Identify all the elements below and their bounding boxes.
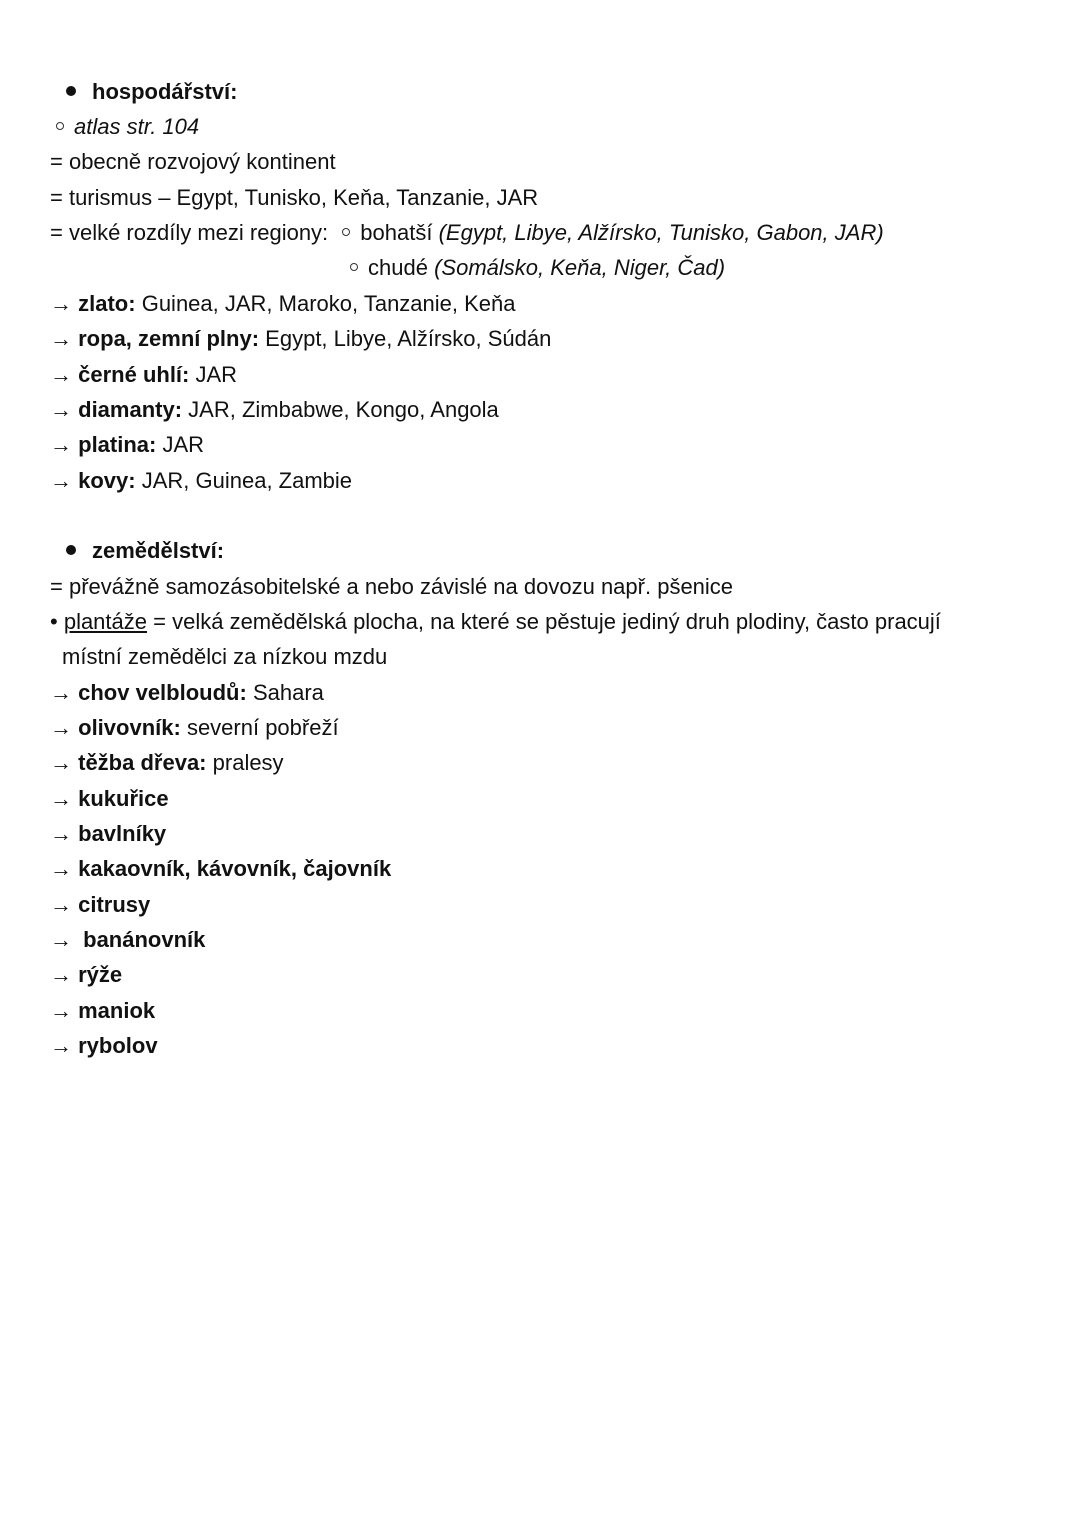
agri-name: olivovník: bbox=[78, 715, 181, 740]
plantation-line bbox=[50, 604, 941, 639]
agri-name: kukuřice bbox=[78, 786, 169, 811]
agri-name: citrusy bbox=[78, 892, 151, 917]
arrow-icon: → bbox=[50, 856, 72, 881]
agri-name: chov velbloudů: bbox=[78, 680, 247, 705]
resource-name: zlato: bbox=[78, 291, 136, 316]
differences-line bbox=[50, 215, 884, 250]
resource-value: JAR bbox=[162, 432, 205, 457]
poor-label: chudé bbox=[368, 255, 428, 280]
agri-name: rybolov bbox=[78, 1033, 158, 1058]
arrow-icon: → bbox=[50, 326, 72, 351]
bullet-icon bbox=[66, 545, 76, 555]
resource-name: diamanty: bbox=[78, 397, 183, 422]
agri-row bbox=[50, 1028, 158, 1063]
arrow-icon: → bbox=[50, 821, 72, 846]
agri-row bbox=[50, 816, 166, 851]
agriculture-mainly-line: = převážně samozásobitelské a nebo závislé na dovozu např. pšenice bbox=[50, 574, 734, 599]
agri-name: banánovník bbox=[83, 927, 206, 952]
arrow-icon: → bbox=[50, 680, 72, 705]
agri-row bbox=[50, 710, 339, 745]
resource-row bbox=[50, 357, 237, 392]
agriculture-heading-line bbox=[66, 533, 224, 568]
agri-row bbox=[50, 675, 324, 710]
resource-value: Egypt, Libye, Alžírsko, Súdán bbox=[265, 326, 552, 351]
atlas-line bbox=[56, 109, 199, 144]
resource-value: JAR bbox=[195, 362, 238, 387]
agri-row bbox=[50, 781, 169, 816]
arrow-icon: → bbox=[50, 291, 72, 316]
hollow-bullet-icon bbox=[350, 263, 358, 271]
agri-name: rýže bbox=[78, 962, 123, 987]
resource-row bbox=[50, 392, 499, 427]
plantation-bullet: • bbox=[50, 609, 58, 634]
agri-row bbox=[50, 851, 391, 886]
plantation-definition: = velká zemědělská plocha, na které se pěstuje jediný druh plodiny, často pracují bbox=[153, 609, 941, 634]
agri-row bbox=[50, 993, 155, 1028]
agri-row bbox=[50, 922, 205, 957]
agri-name: maniok bbox=[78, 998, 156, 1023]
hollow-bullet-icon bbox=[342, 228, 350, 236]
resource-name: kovy: bbox=[78, 468, 136, 493]
agri-value: severní pobřeží bbox=[186, 715, 339, 740]
economy-heading-line bbox=[66, 74, 237, 109]
hollow-bullet-icon bbox=[56, 122, 64, 130]
arrow-icon: → bbox=[50, 432, 72, 457]
rich-label: bohatší bbox=[360, 220, 433, 245]
arrow-icon: → bbox=[50, 892, 72, 917]
tourism-line: = turismus – Egypt, Tunisko, Keňa, Tanzanie, JAR bbox=[50, 185, 539, 210]
arrow-icon: → bbox=[50, 468, 72, 493]
arrow-icon: → bbox=[50, 998, 72, 1023]
resource-name: černé uhlí: bbox=[78, 362, 190, 387]
agri-value: Sahara bbox=[252, 680, 324, 705]
general-line: = obecně rozvojový kontinent bbox=[50, 149, 336, 174]
agri-name: kakaovník, kávovník, čajovník bbox=[78, 856, 392, 881]
arrow-icon: → bbox=[50, 362, 72, 387]
atlas-reference: atlas str. 104 bbox=[74, 114, 200, 139]
agri-row bbox=[50, 887, 150, 922]
arrow-icon: → bbox=[50, 927, 72, 952]
poor-line bbox=[350, 250, 725, 285]
resource-value: JAR, Zimbabwe, Kongo, Angola bbox=[188, 397, 499, 422]
poor-list: (Somálsko, Keňa, Niger, Čad) bbox=[434, 255, 726, 280]
agri-row bbox=[50, 957, 122, 992]
bullet-icon bbox=[66, 86, 76, 96]
rich-list: (Egypt, Libye, Alžírsko, Tunisko, Gabon, JAR) bbox=[438, 220, 884, 245]
resource-row bbox=[50, 321, 551, 356]
arrow-icon: → bbox=[50, 750, 72, 775]
resource-row bbox=[50, 427, 204, 462]
resource-row bbox=[50, 286, 516, 321]
arrow-icon: → bbox=[50, 1033, 72, 1058]
economy-heading: hospodářství: bbox=[92, 79, 238, 104]
agri-name: těžba dřeva: bbox=[78, 750, 207, 775]
resource-name: ropa, zemní plny: bbox=[78, 326, 260, 351]
resource-value: JAR, Guinea, Zambie bbox=[141, 468, 353, 493]
plantation-definition-continued: místní zemědělci za nízkou mzdu bbox=[62, 644, 388, 669]
agri-name: bavlníky bbox=[78, 821, 167, 846]
resource-value: Guinea, JAR, Maroko, Tanzanie, Keňa bbox=[141, 291, 516, 316]
plantation-term: plantáže bbox=[63, 609, 148, 634]
resource-name: platina: bbox=[78, 432, 157, 457]
arrow-icon: → bbox=[50, 962, 72, 987]
differences-label: = velké rozdíly mezi regiony: bbox=[50, 220, 329, 245]
agri-row bbox=[50, 745, 284, 780]
resource-row bbox=[50, 463, 352, 498]
arrow-icon: → bbox=[50, 786, 72, 811]
arrow-icon: → bbox=[50, 715, 72, 740]
arrow-icon: → bbox=[50, 397, 72, 422]
agriculture-heading: zemědělství: bbox=[92, 538, 225, 563]
agri-value: pralesy bbox=[212, 750, 284, 775]
